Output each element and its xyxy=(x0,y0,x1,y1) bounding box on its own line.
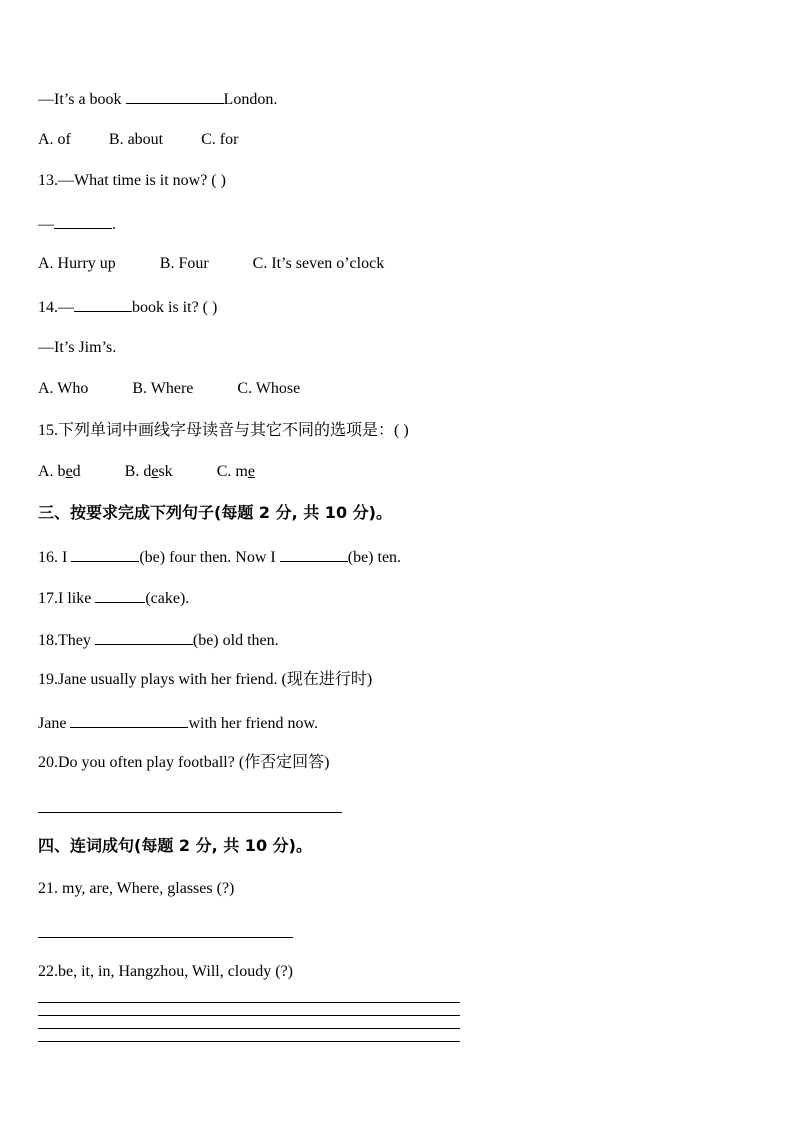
answer-line[interactable] xyxy=(38,1015,460,1016)
q12-option-b[interactable]: B. about xyxy=(108,131,164,148)
q13-answer-suffix: . xyxy=(112,216,116,233)
q16-text-2: (be) four then. Now I xyxy=(139,549,280,566)
q16-text-3: (be) ten. xyxy=(347,549,402,566)
q19-prompt: 19.Jane usually plays with her friend. (现在进行时) xyxy=(38,671,373,688)
q13-prompt: 13.—What time is it now? ( ) xyxy=(38,172,226,189)
q15-options xyxy=(38,462,255,482)
q13-option-b[interactable]: B. Four xyxy=(159,255,209,272)
q19-text-1: Jane xyxy=(38,715,71,732)
q14-option-c[interactable]: C. Whose xyxy=(237,380,301,397)
q22-prompt: 22.be, it, in, Hangzhou, Will, cloudy (?) xyxy=(38,963,294,980)
q20-answer-line[interactable] xyxy=(38,812,342,813)
q14-prompt-prefix: 14.— xyxy=(38,299,74,316)
q17-text-1: 17.I like xyxy=(38,590,96,607)
q15-option-a[interactable]: A. bed xyxy=(38,463,81,480)
q16 xyxy=(38,546,401,568)
q13-blank[interactable] xyxy=(54,213,112,229)
q14-answer: —It’s Jim’s. xyxy=(38,339,117,356)
q15-option-c[interactable]: C. me xyxy=(216,463,255,480)
section3-heading: 三、按要求完成下列句子(每题 2 分, 共 10 分)。 xyxy=(38,503,392,522)
section4-heading: 四、连词成句(每题 2 分, 共 10 分)。 xyxy=(38,836,312,855)
q21-answer-line[interactable] xyxy=(38,937,293,938)
q14-prompt-suffix: book is it? ( ) xyxy=(132,299,218,316)
q12-blank[interactable] xyxy=(126,88,224,104)
q14-option-b[interactable]: B. Where xyxy=(132,380,194,397)
q20-prompt: 20.Do you often play football? (作否定回答) xyxy=(38,754,330,771)
q15-prompt: 15.下列单词中画线字母读音与其它不同的选项是：( ) xyxy=(38,422,409,439)
q12-answer-line xyxy=(38,88,277,110)
answer-line[interactable] xyxy=(38,1028,460,1029)
q17 xyxy=(38,587,189,609)
q13-answer-prefix: — xyxy=(38,216,54,233)
q13-answer-line xyxy=(38,213,116,235)
q18-text-1: 18.They xyxy=(38,632,95,649)
q19-text-2: with her friend now. xyxy=(188,715,319,732)
q19-answer xyxy=(38,712,318,734)
q12-answer-prefix: —It’s a book xyxy=(38,91,126,108)
q18-blank[interactable] xyxy=(95,629,193,645)
q13-option-a[interactable]: A. Hurry up xyxy=(38,255,116,272)
q12-option-c[interactable]: C. for xyxy=(201,131,239,148)
q21-prompt: 21. my, are, Where, glasses (?) xyxy=(38,880,235,897)
q14-blank[interactable] xyxy=(74,296,132,312)
q16-blank-2[interactable] xyxy=(280,546,348,562)
q17-text-2: (cake). xyxy=(145,590,190,607)
answer-line[interactable] xyxy=(38,1041,460,1042)
q16-text-1: 16. I xyxy=(38,549,72,566)
q13-option-c[interactable]: C. It’s seven o’clock xyxy=(252,255,385,272)
q16-blank-1[interactable] xyxy=(71,546,139,562)
q18 xyxy=(38,629,279,651)
q15-option-b[interactable]: B. desk xyxy=(124,463,173,480)
q14-option-a[interactable]: A. Who xyxy=(38,380,89,397)
q14-prompt xyxy=(38,296,217,318)
q12-answer-suffix: London. xyxy=(223,91,278,108)
q13-options xyxy=(38,254,384,274)
q14-options xyxy=(38,379,300,399)
q17-blank[interactable] xyxy=(95,587,145,603)
q12-option-a[interactable]: A. of xyxy=(38,131,71,148)
q18-text-2: (be) old then. xyxy=(192,632,279,649)
q19-blank[interactable] xyxy=(70,712,188,728)
q12-options xyxy=(38,130,238,150)
q22-answer-line[interactable] xyxy=(38,1002,460,1003)
